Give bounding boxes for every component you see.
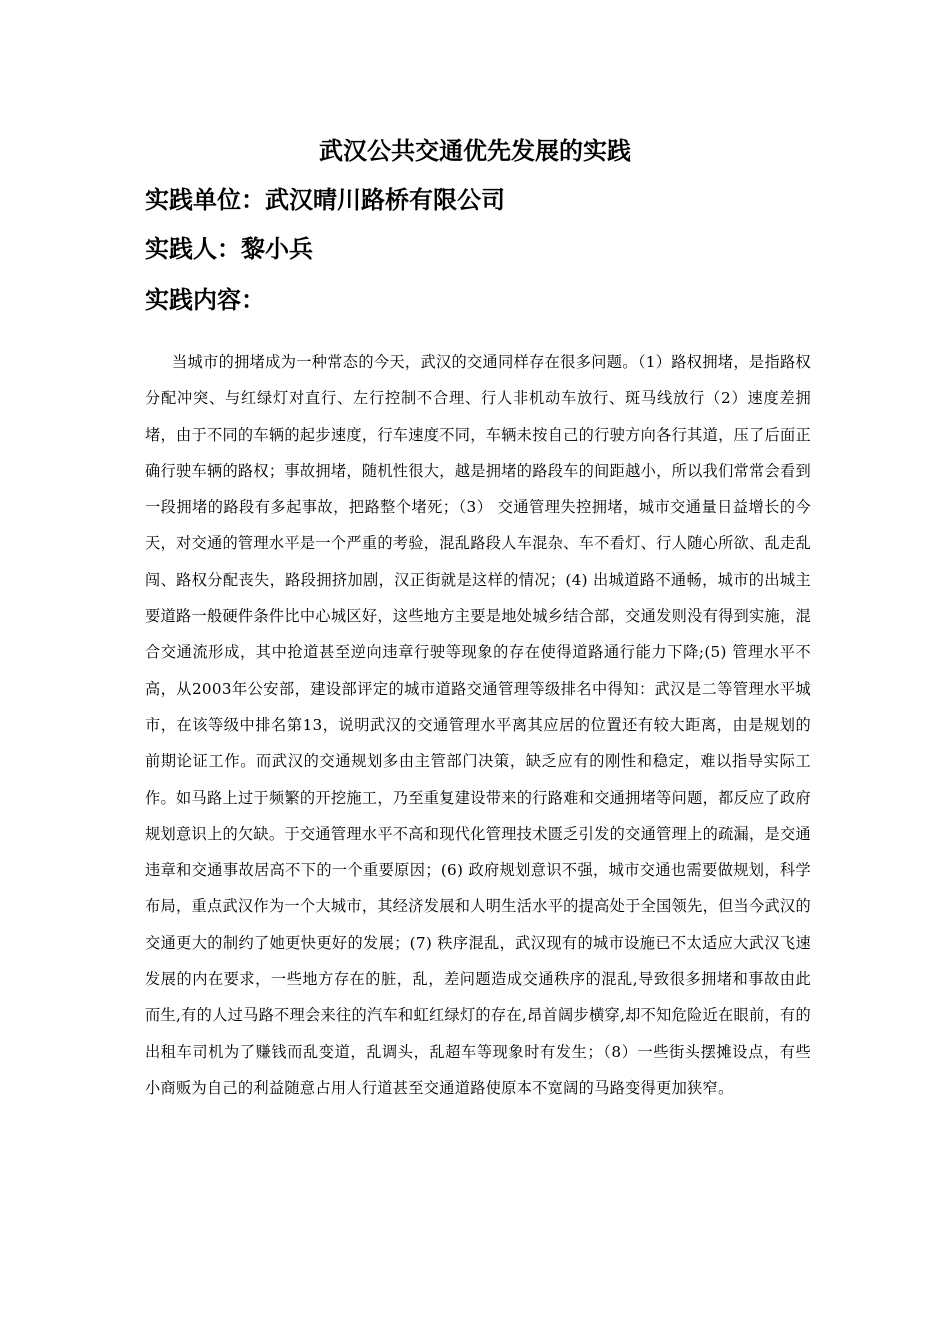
document-title: 武汉公共交通优先发展的实践 bbox=[319, 137, 631, 165]
practice-unit-line: 实践单位：武汉晴川路桥有限公司 bbox=[145, 186, 505, 214]
practice-person-line: 实践人：黎小兵 bbox=[145, 235, 313, 263]
body-paragraph: 当城市的拥堵成为一种常态的今天，武汉的交通同样存在很多问题。（1）路权拥堵，是指路权分配冲突、与红绿灯对直行、左行控制不合理、行人非机动车放行、斑马线放行（2）速度差拥堵，由于不同的车辆的起步速度，行车速度不同，车辆未按自己的行驶方向各行其道，压了后面正确行驶车辆的路权；事故拥堵，随机性很大，越是拥堵的路段车的间距越小，所以我们常常会看到一段拥堵的路段有多起事故，把路整个堵死；（3） 交通管理失控拥堵，城市交通量日益增长的今天，对交通的管理水平是一个严重的考验，混乱路段人车混杂、车不看灯、行人随心所欲、乱走乱闯、路权分配丧失，路段拥挤加剧，汉正街就是这样的情况；(4) 出城道路不通畅，城市的出城主要道路一般硬件条件比中心城区好，这些地方主要是地处城乡结合部，交通发则没有得到实施，混合交通流形成，其中抢道甚至逆向违章行驶等现象的存在使得道路通行能力下降;(5) 管理水平不高，从2003年公安部，建设部评定的城市道路交通管理等级排名中得知：武汉是二等管理水平城市，在该等级中排名第13，说明武汉的交通管理水平离其应居的位置还有较大距离，由是规划的前期论证工作。而武汉的交通规划多由主管部门决策，缺乏应有的刚性和稳定，难以指导实际工作。如马路上过于频繁的开挖施工，乃至重复建设带来的行路难和交通拥堵等问题，都反应了政府规划意识上的欠缺。于交通管理水平不高和现代化管理技术匮乏引发的交通管理上的疏漏，是交通违章和交通事故居高不下的一个重要原因；(6) 政府规划意识不强，城市交通也需要做规划，科学布局，重点武汉作为一个大城市，其经济发展和人明生活水平的提高处于全国领先，但当今武汉的交通更大的制约了她更快更好的发展；(7) 秩序混乱，武汉现有的城市设施已不太适应大武汉飞速发展的内在要求，一些地方存在的脏，乱，差问题造成交通秩序的混乱,导致很多拥堵和事故由此而生,有的人过马路不理会来往的汽车和虹红绿灯的存在,昂首阔步横穿,却不知危险近在眼前，有的出租车司机为了赚钱而乱变道，乱调头，乱超车等现象时有发生；（8）一些街头摆摊设点，有些小商贩为自己的利益随意占用人行道甚至交通道路使原本不宽阔的马路变得更加狭窄。 bbox=[145, 353, 811, 1097]
practice-content-heading: 实践内容： bbox=[145, 286, 265, 314]
